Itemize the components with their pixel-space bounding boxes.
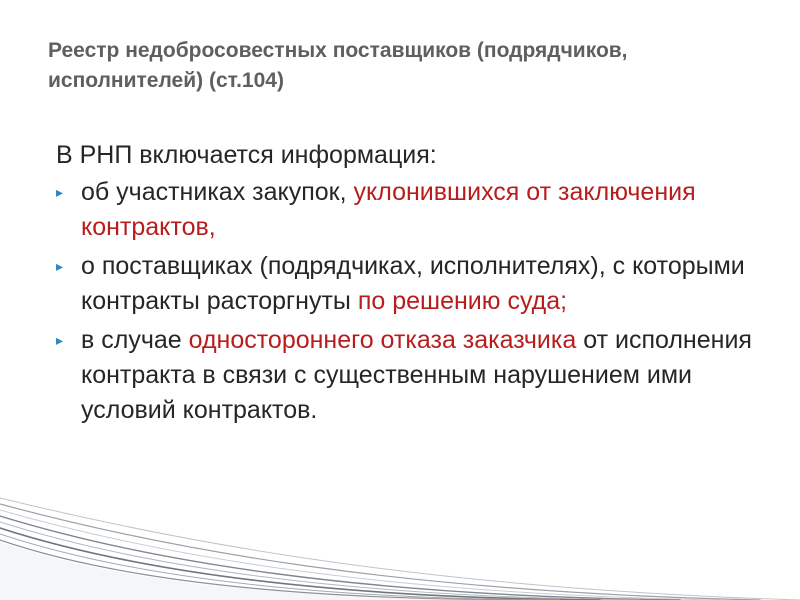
triangle-right-icon: ▸ [56,258,64,274]
bullet-text: о поставщиках (подрядчиках, исполнителях), с которыми контракты расторгнуты [81,252,745,315]
bullet-highlight: уклонившихся от заключения контрактов, [81,178,696,241]
intro-text: В РНП включается информация: [56,141,437,169]
triangle-right-icon: ▸ [56,184,64,200]
slide-title: Реестр недобросовестных поставщиков (подрядчиков, исполнителей) (ст.104) [48,39,628,92]
bullet-item [56,249,776,319]
bullet-text: об участниках закупок, [81,178,354,206]
bullet-highlight: одностороннего отказа заказчика [188,326,577,354]
bullet-list [56,175,776,428]
bullet-text: от исполнения контракта в связи с существенным нарушением ими условий контрактов. [81,326,752,424]
bullet-item [56,175,776,245]
bullet-highlight: по решению суда; [357,287,568,315]
triangle-right-icon: ▸ [56,332,64,348]
slide-content [56,138,776,432]
decorative-wave-lines [0,470,800,600]
bullet-text: в случае [81,326,189,354]
bullet-item [56,323,776,428]
